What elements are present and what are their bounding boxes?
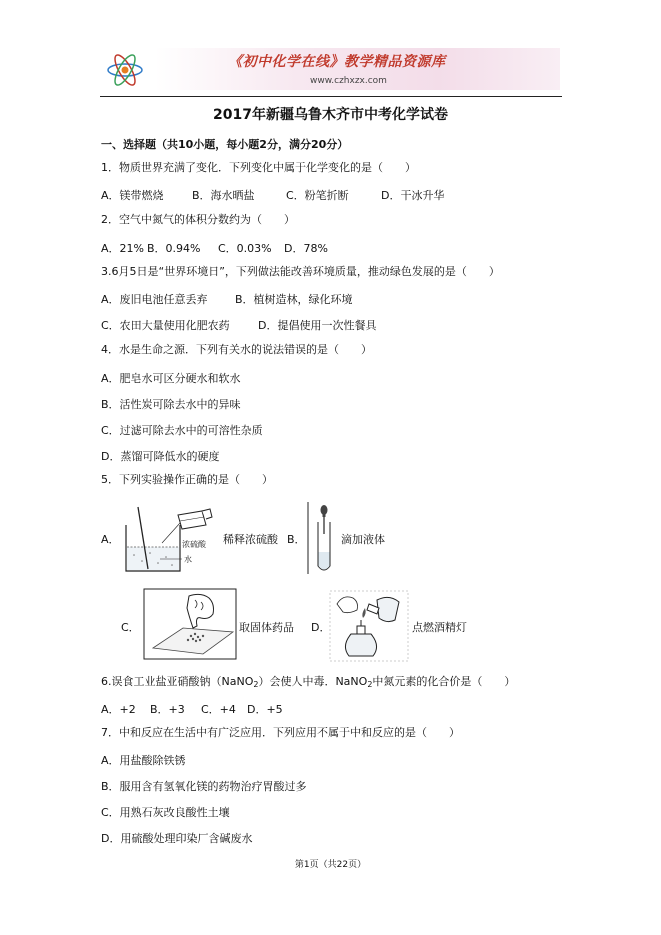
q3-option-b: B．植树造林，绿化环境 <box>235 293 353 306</box>
q5-option-c-letter: C． <box>121 621 140 634</box>
light-alcohol-lamp-diagram <box>329 590 409 662</box>
q7-option-d: D．用硫酸处理印染厂含碱废水 <box>101 832 253 845</box>
doc-title: 2017年新疆乌鲁木齐市中考化学试卷 <box>213 107 448 123</box>
q5-option-d-letter: D． <box>311 621 331 634</box>
q1-option-a: A．镁带燃烧 <box>101 189 164 202</box>
q3-option-d: D．提倡使用一次性餐具 <box>258 319 377 332</box>
q5-option-d-text: 点燃酒精灯 <box>412 621 467 634</box>
dilute-acid-diagram <box>120 503 215 575</box>
q2-option-c: C．0.03% <box>218 242 272 255</box>
q6-stem <box>101 675 515 692</box>
q4-option-d: D．蒸馏可降低水的硬度 <box>101 450 220 463</box>
q5-option-a-letter: A． <box>101 533 120 546</box>
q4-option-b: B．活性炭可除去水中的异味 <box>101 398 241 411</box>
section-heading: 一、选择题（共10小题，每小题2分，满分20分） <box>101 138 349 151</box>
take-solid-diagram <box>143 588 237 660</box>
q2-option-a: A．21% <box>101 242 144 255</box>
q6-stem-pre: 6.误食工业盐亚硝酸钠（NaNO <box>101 675 254 688</box>
q4-stem: 4．水是生命之源．下列有关水的说法错误的是（ ） <box>101 343 372 356</box>
header-title: 《初中化学在线》教学精品资源库 <box>228 54 446 70</box>
q6-stem-mid: ）会使人中毒．NaNO <box>258 675 368 688</box>
q7-option-a: A．用盐酸除铁锈 <box>101 754 186 767</box>
q1-option-b: B．海水晒盐 <box>192 189 255 202</box>
q5-option-a-text: 稀释浓硫酸 <box>223 533 278 546</box>
q6-option-a: A．+2 <box>101 703 136 716</box>
q6-subscript-2: 2 <box>367 680 373 689</box>
q2-option-d: D．78% <box>284 242 328 255</box>
q3-stem: 3.6月5日是“世界环境日”，下列做法能改善环境质量，推动绿色发展的是（ ） <box>101 265 500 278</box>
q2-option-b: B．0.94% <box>147 242 201 255</box>
q1-option-c: C．粉笔折断 <box>286 189 349 202</box>
page-number: 第1页（共22页） <box>294 860 367 870</box>
logo-atom-icon <box>104 50 146 90</box>
q3-option-c: C．农田大量使用化肥农药 <box>101 319 230 332</box>
q5-option-b-letter: B． <box>287 533 306 546</box>
label-water: 水 <box>184 555 192 564</box>
q3-option-a: A．废旧电池任意丢弃 <box>101 293 208 306</box>
q6-option-b: B．+3 <box>150 703 185 716</box>
q6-subscript-1: 2 <box>253 680 259 689</box>
header-divider <box>100 96 562 97</box>
q6-option-d: D．+5 <box>247 703 283 716</box>
q1-option-d: D．干冰升华 <box>381 189 445 202</box>
q5-stem: 5．下列实验操作正确的是（ ） <box>101 473 273 486</box>
q5-option-b-text: 滴加液体 <box>341 533 385 546</box>
q7-stem: 7．中和反应在生活中有广泛应用．下列应用不属于中和反应的是（ ） <box>101 726 460 739</box>
q1-stem: 1．物质世界充满了变化．下列变化中属于化学变化的是（ ） <box>101 161 416 174</box>
q5-option-c-text: 取固体药品 <box>239 621 294 634</box>
header-url[interactable]: www.czhxzx.com <box>310 76 387 86</box>
q6-stem-post: 中氮元素的化合价是（ ） <box>372 675 516 688</box>
q4-option-a: A．肥皂水可区分硬水和软水 <box>101 372 241 385</box>
q4-option-c: C．过滤可除去水中的可溶性杂质 <box>101 424 263 437</box>
q7-option-b: B．服用含有氢氧化镁的药物治疗胃酸过多 <box>101 780 307 793</box>
q2-stem: 2．空气中氮气的体积分数约为（ ） <box>101 213 295 226</box>
label-conc-acid: 浓硫酸 <box>182 540 206 549</box>
q7-option-c: C．用熟石灰改良酸性土壤 <box>101 806 230 819</box>
q6-option-c: C．+4 <box>201 703 236 716</box>
dropper-test-tube-diagram <box>305 500 343 576</box>
